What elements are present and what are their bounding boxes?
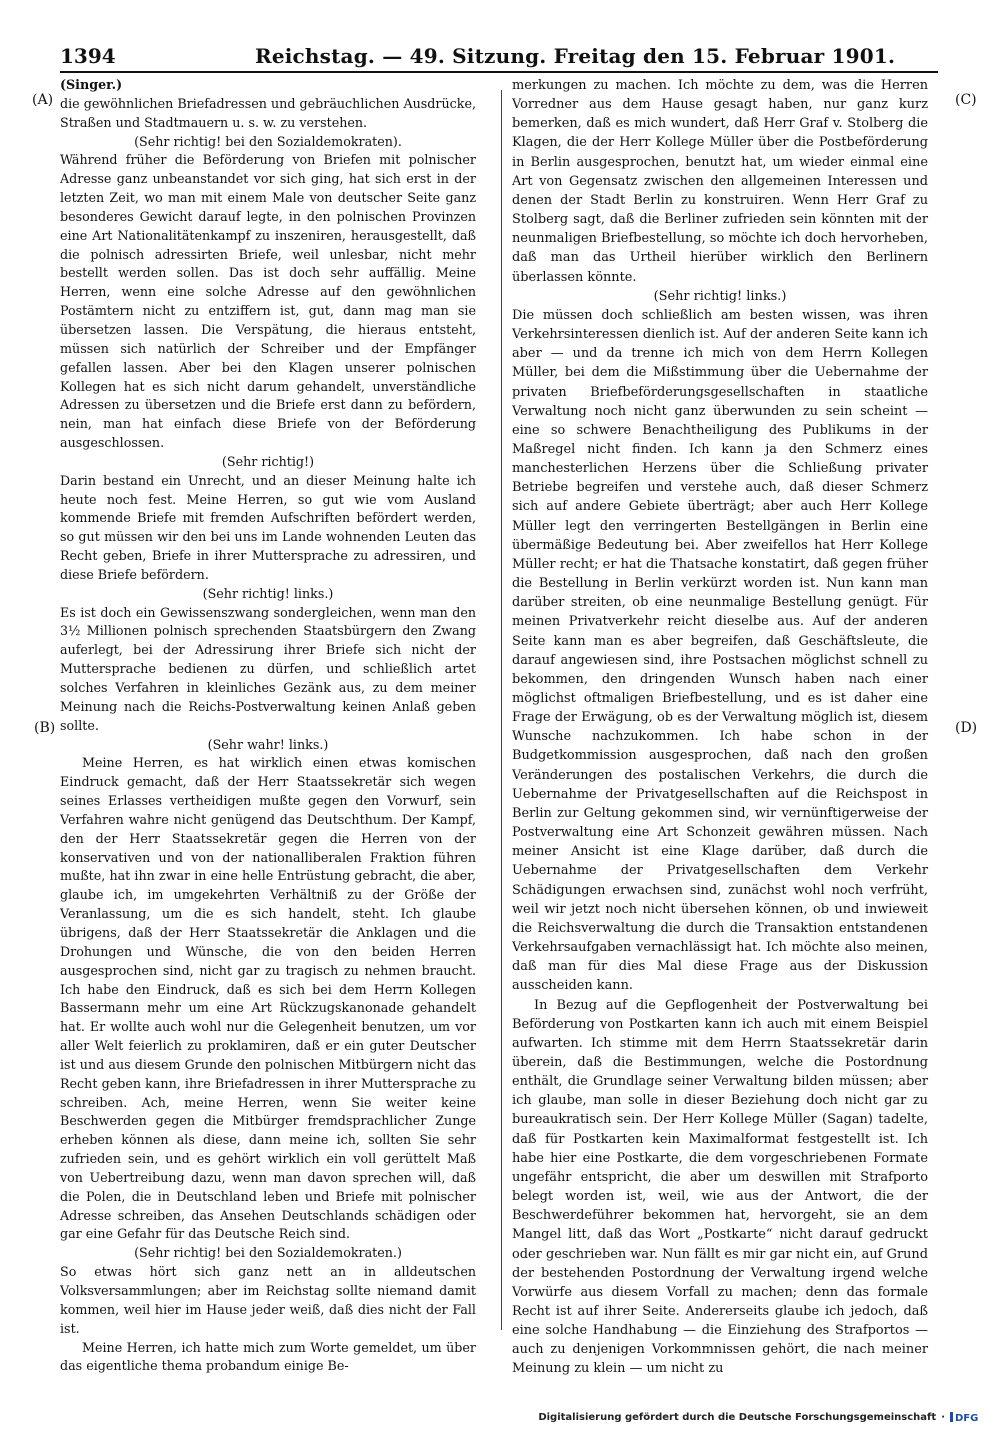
footer-separator: · — [941, 1411, 945, 1423]
paragraph: So etwas hört sich ganz nett an in alldeutschen Volksversammlungen; aber im Reichstag sollte niemand damit kommen, weil hier im Hause jeder weiß, daß dies nicht der Fall ist. — [60, 1264, 476, 1336]
paragraph: Meine Herren, ich hatte mich zum Worte gemeldet, um über das eigentliche thema probandum einige Be- — [60, 1339, 476, 1374]
margin-label-a: (A) — [32, 92, 54, 108]
footer-credit-text: Digitalisierung gefördert durch die Deutsche Forschungsgemeinschaft — [538, 1411, 937, 1423]
paragraph: Es ist doch ein Gewissenszwang sondergleichen, wenn man den 3½ Millionen polnisch sprechenden Staatsbürgern den Zwang auferlegt, bei der Adressirung ihrer Briefe sich nicht der Muttersprache bedienen zu dürfen, und schließlich artet solches Verfahren in kleinliches Gezänk aus, zu dem meiner Meinung nach die Reichs-Postverwaltung keinen Anlaß geben sollte. — [60, 604, 476, 733]
interjection: (Sehr richtig! links.) — [202, 585, 334, 601]
paragraph: merkungen zu machen. Ich möchte zu dem, was die Herren Vorredner aus dem Hause gesagt haben, nur ganz kurz bemerken, daß es mich wundert, daß Herr Graf v. Stolberg die Klagen, die der Herr Kollege Müller über die Postbeförderung in Berlin ausgesprochen, benutzt hat, um wieder einmal eine Art von Gegensatz zwischen den allgemeinen Interessen und denen der Stadt Berlin zu konstruiren. Wenn Herr Graf zu Stolberg sagt, daß die Berliner zufrieden sein könnten mit der neunmaligen Briefbestellung, so möchte ich doch hervorheben, daß man das Urtheil hierüber wirklich den Berlinern überlassen könnte. — [512, 78, 928, 285]
paragraph: Während früher die Beförderung von Briefen mit polnischer Adresse ganz unbeanstandet vor sich ging, hat sich erst in der letzten Zeit, wo man mit einem Male von deutscher Seite ganz besonderes Gewicht darauf legte, in den polnischen Provinzen eine Art Nationalitätenkampf zu inszeniren, herausgestellt, daß die polnisch adressirten Briefe, weil unlesbar, nicht mehr bestellt werden sollen. Das ist doch sehr auffällig. Meine Herren, wenn eine solche Adresse auf den gewöhnlichen Postämtern nicht zu entziffern ist, gut, dann mag man sie übersetzen lassen. Die Verspätung, die hieraus entsteht, müssen sich natürlich der Schreiber und der Empfänger gefallen lassen. Aber bei den Klagen unserer polnischen Kollegen hat es sich nicht darum gehandelt, unverständliche Adressen zu übersetzen und die Briefe erst dann zu befördern, nein, man hat einfach diese Briefe von der Beförderung ausgeschlossen. — [60, 152, 476, 451]
interjection: (Sehr wahr! links.) — [207, 736, 329, 752]
interjection: (Sehr richtig!) — [221, 453, 315, 469]
paragraph: In Bezug auf die Gepflogenheit der Postverwaltung bei Beförderung von Postkarten kann ich auch mit einem Beispiel aufwarten. Ich stimme mit dem Herrn Staatssekretär darin überein, daß die Bestimmungen, welche die Postordnung enthält, die Grundlage seiner Verwaltung bilden müssen; aber ich glaube, man solle in dieser Beziehung doch nicht gar zu bureaukratisch sein. Der Herr Kollege Müller (Sagan) tadelte, daß für Postkarten kein Maximalformat festgestellt ist. Ich habe hier eine Postkarte, die dem vorgeschriebenen Formate ungefähr entspricht, die aber um deswillen mit Strafporto belegt worden ist, weil, wie aus der Antwort, die der Beschwerdeführer bekommen hat, hervorgeht, sie an dem Mangel litt, daß das Wort „Postkarte“ nicht darauf gedruckt oder geschrieben war. Nun fällt es mir gar nicht ein, auf Grund der bestehenden Postordnung der Verwaltung irgend welche Vorwürfe aus diesem Vorfall zu machen; denn das formale Recht ist auf ihrer Seite. Andererseits glaube ich jedoch, daß eine solche Handhabung — die Einziehung des Strafportos — auch zu denjenigen Vorkommnissen gehört, die nach meiner Meinung zu klein — um nicht zu — [512, 997, 928, 1377]
header-title: Reichstag. — 49. Sitzung. Freitag den 15. Februar 1901. — [255, 44, 896, 68]
paragraph: die gewöhnlichen Briefadressen und gebräuchlichen Ausdrücke, Straßen und Stadtmauern u. s. w. zu verstehen. — [60, 95, 476, 130]
column-divider — [501, 90, 502, 1330]
speaker-name: (Singer.) — [60, 77, 123, 92]
margin-label-c: (C) — [955, 92, 977, 108]
digitization-credit — [538, 1408, 988, 1426]
running-header — [60, 42, 938, 72]
margin-label-d: (D) — [955, 720, 978, 736]
paragraph: Meine Herren, es hat wirklich einen etwas komischen Eindruck gemacht, daß der Herr Staatssekretär sich wegen seines Erlasses vertheidigen mußte gegen den Vorwurf, sein Verfahren wahre nicht genügend das Deutschthum. Der Kampf, den der Herr Staatssekretär gegen die Herren von der konservativen und von der nationalliberalen Fraktion führen mußte, hat ihn zwar in eine helle Entrüstung gebracht, die aber, glaube ich, im umgekehrten Verhältniß zu der Größe der Veranlassung, um die es sich handelt, steht. Ich glaube übrigens, daß der Herr Staatssekretär die Anklagen und die Drohungen und Wünsche, die von den beiden Herren ausgesprochen sind, nicht gar zu tragisch zu nehmen braucht. Ich habe den Eindruck, daß es sich bei dem Herrn Kollegen Bassermann mehr um eine Art Rückzugskanonade gehandelt hat. Er wollte auch wohl nur die Gelegenheit benutzen, um vor aller Welt feierlich zu proklamiren, daß er ein guter Deutscher ist und aus diesem Grunde den polnischen Mitbürgern nicht das Recht geben kann, ihre Briefadressen in ihrer Muttersprache zu schreiben. Ach, meine Herren, wenn Sie weiter keine Beschwerden gegen die Mitbürger fremdsprachlicher Zunge erheben können als diese, dann meine ich, sollten Sie sehr zufrieden sein, und es gehört wirklich ein voll gerüttelt Maß von Uebertreibung dazu, wenn man davon sprechen will, daß die Polen, die in Deutschland leben und Briefe mit polnischer Adresse schreiben, das Ansehen Deutschlands schädigen oder gar eine Gefahr für das Deutsche Reich sind. — [60, 755, 476, 1242]
interjection: (Sehr richtig! bei den Sozialdemokraten). — [134, 133, 402, 149]
left-column — [60, 76, 476, 1376]
interjection: (Sehr richtig! links.) — [653, 288, 787, 304]
page-number: 1394 — [60, 44, 116, 68]
margin-label-b: (B) — [34, 720, 56, 736]
right-column — [512, 76, 928, 1379]
interjection: (Sehr richtig! bei den Sozialdemokraten.) — [134, 1245, 402, 1261]
header-rule — [60, 71, 938, 73]
paragraph: Darin bestand ein Unrecht, und an dieser Meinung halte ich heute noch fest. Meine Herren, so gut wie vom Ausland kommende Briefe mit fremden Aufschriften befördert werden, so gut müssen wir den bei uns im Lande wohnenden Leuten das Recht geben, Briefe in ihrer Muttersprache zu adressiren, und diese Briefe befördern. — [60, 472, 476, 582]
paragraph: Die müssen doch schließlich am besten wissen, was ihren Verkehrsinteressen dienlich ist. Auf der anderen Seite kann ich aber — und da trenne ich mich von dem Herrn Kollegen Müller, bei dem die Mißstimmung über die Uebernahme der privaten Briefbeförderungsgesellschaften in staatliche Verwaltung noch nicht ganz überwunden zu sein scheint — eine so schwere Benachtheiligung des Publikums in der Maßregel nicht finden. Ich kann ja den Schmerz eines manchesterlichen Herzens über die Schließung privater Betriebe begreifen und verstehe auch, daß dieser Schmerz sich auf andere Gebiete überträgt; aber auch Herr Kollege Müller legt den verringerten Bestellgängen in Berlin eine übermäßige Bedeutung bei. Aber zweifellos hat Herr Kollege Müller recht; er hat die Thatsache konstatirt, daß gegen früher die Bestellung in Berlin verkürzt worden ist. Nun kann man darüber streiten, ob eine neunmalige Bestellung genügt. Für meinen Privatverkehr reicht dieselbe aus. Auf der anderen Seite kann man es aber begreifen, daß Geschäftsleute, die darauf angewiesen sind, ihre Postsachen möglichst schnell zu bekommen, den dringenden Wunsch haben nach einer möglichst oftmaligen Briefbestellung, und es ist daher eine Frage der Erwägung, ob es der Verwaltung möglich ist, diesem Wunsche nachzukommen. Ich habe schon in der Budgetkommission ausgesprochen, daß nach den großen Veränderungen des postalischen Verkehrs, die durch die Uebernahme der Privatgesellschaften auf die Reichspost in Berlin zur Geltung gekommen sind, wir vernünftigerweise der Postverwaltung eine Art Schonzeit gewähren müssen. Nach meiner Ansicht ist eine Klage darüber, daß durch die Uebernahme der Privatgesellschaften dem Verkehr Schädigungen erwachsen sind, zunächst wohl noch verfrüht, weil wir jetzt noch nicht übersehen können, ob und inwieweit die Reichsverwaltung die durch die Transaktion entstandenen Verkehrsaufgaben vernachlässigt hat. Ich möchte also meinen, daß man für dies Mal diese Frage aus der Diskussion ausscheiden kann. — [512, 307, 928, 994]
dfg-logo-text: DFG — [955, 1413, 979, 1424]
dfg-logo — [950, 1410, 988, 1424]
